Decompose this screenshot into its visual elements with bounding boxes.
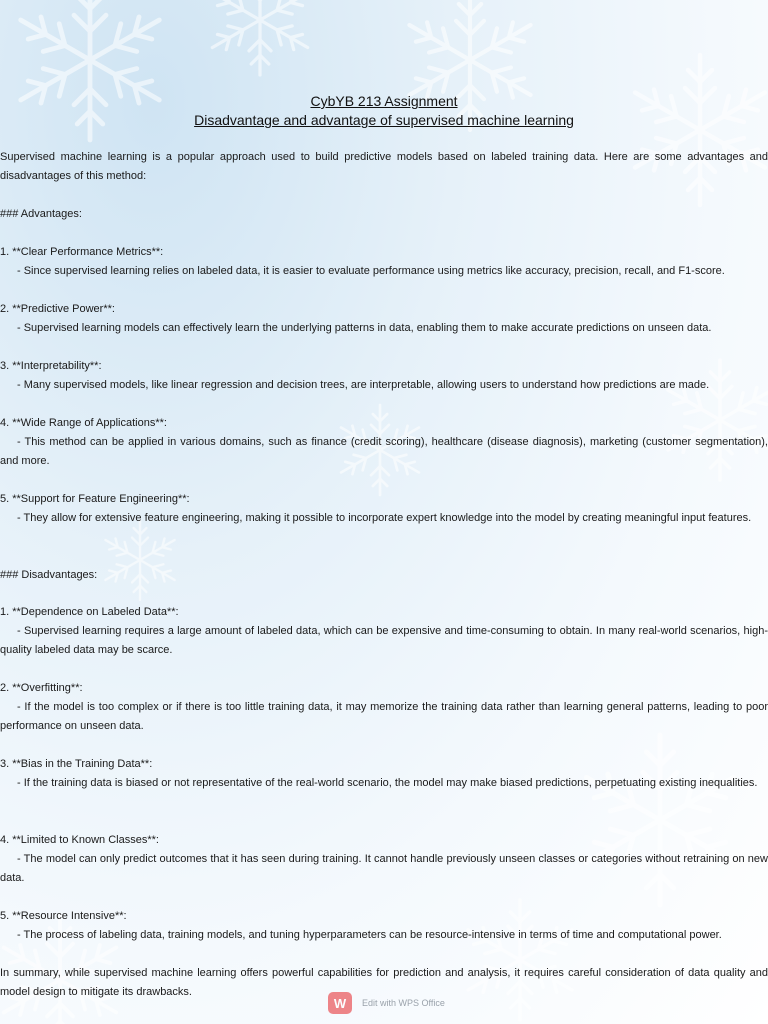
wps-footer[interactable] xyxy=(328,991,445,1015)
disadvantage-title: 2. **Overfitting**: xyxy=(0,682,83,694)
advantages-heading: ### Advantages: xyxy=(0,208,82,220)
advantage-title: 2. **Predictive Power**: xyxy=(0,303,115,315)
intro-paragraph: Supervised machine learning is a popular approach used to build predictive models based on labeled training data. Here are some advantages and disadvantages of this method: xyxy=(0,151,768,182)
disadvantage-description: - The process of labeling data, training models, and tuning hyperparameters can be resource-intensive in terms of time and computational power. xyxy=(17,929,722,941)
advantage-description: - Supervised learning models can effectively learn the underlying patterns in data, enabling them to make accurate predictions on unseen data. xyxy=(17,322,712,334)
disadvantage-title: 4. **Limited to Known Classes**: xyxy=(0,834,159,846)
summary-paragraph: In summary, while supervised machine learning offers powerful capabilities for prediction and analysis, it requires careful consideration of data quality and model design to mitigate its drawbacks. xyxy=(0,967,768,998)
disadvantages-heading: ### Disadvantages: xyxy=(0,569,98,581)
advantage-title: 1. **Clear Performance Metrics**: xyxy=(0,246,164,258)
disadvantage-title: 3. **Bias in the Training Data**: xyxy=(0,758,153,770)
advantage-title: 5. **Support for Feature Engineering**: xyxy=(0,493,190,505)
disadvantage-description: - The model can only predict outcomes that it has seen during training. It cannot handle previously unseen classes or categories without retraining on new data. xyxy=(0,853,768,884)
advantage-title: 3. **Interpretability**: xyxy=(0,360,102,372)
disadvantage-title: 1. **Dependence on Labeled Data**: xyxy=(0,606,179,618)
wps-logo-icon: W xyxy=(328,992,352,1014)
advantage-description: - Since supervised learning relies on labeled data, it is easier to evaluate performance using metrics like accuracy, precision, recall, and F1-score. xyxy=(17,265,725,277)
advantage-title: 4. **Wide Range of Applications**: xyxy=(0,417,167,429)
document-subtitle: Disadvantage and advantage of supervised machine learning xyxy=(194,112,574,128)
disadvantage-description: - If the training data is biased or not representative of the real-world scenario, the model may make biased predictions, perpetuating existing inequalities. xyxy=(17,777,758,789)
advantage-description: - This method can be applied in various domains, such as finance (credit scoring), healthcare (disease diagnosis), marketing (customer segmentation), and more. xyxy=(0,436,768,467)
advantage-description: - Many supervised models, like linear regression and decision trees, are interpretable, allowing users to understand how predictions are made. xyxy=(17,379,710,391)
document-title: CybYB 213 Assignment xyxy=(310,93,458,109)
disadvantage-title: 5. **Resource Intensive**: xyxy=(0,910,127,922)
disadvantage-description: - If the model is too complex or if there is too little training data, it may memorize the training data rather than learning general patterns, leading to poor performance on unseen data. xyxy=(0,701,768,732)
advantage-description: - They allow for extensive feature engineering, making it possible to incorporate expert knowledge into the model by creating meaningful input features. xyxy=(17,512,752,524)
disadvantage-description: - Supervised learning requires a large amount of labeled data, which can be expensive and time-consuming to obtain. In many real-world scenarios, high-quality labeled data may be scarce. xyxy=(0,625,768,656)
wps-edit-label: Edit with WPS Office xyxy=(362,998,445,1008)
